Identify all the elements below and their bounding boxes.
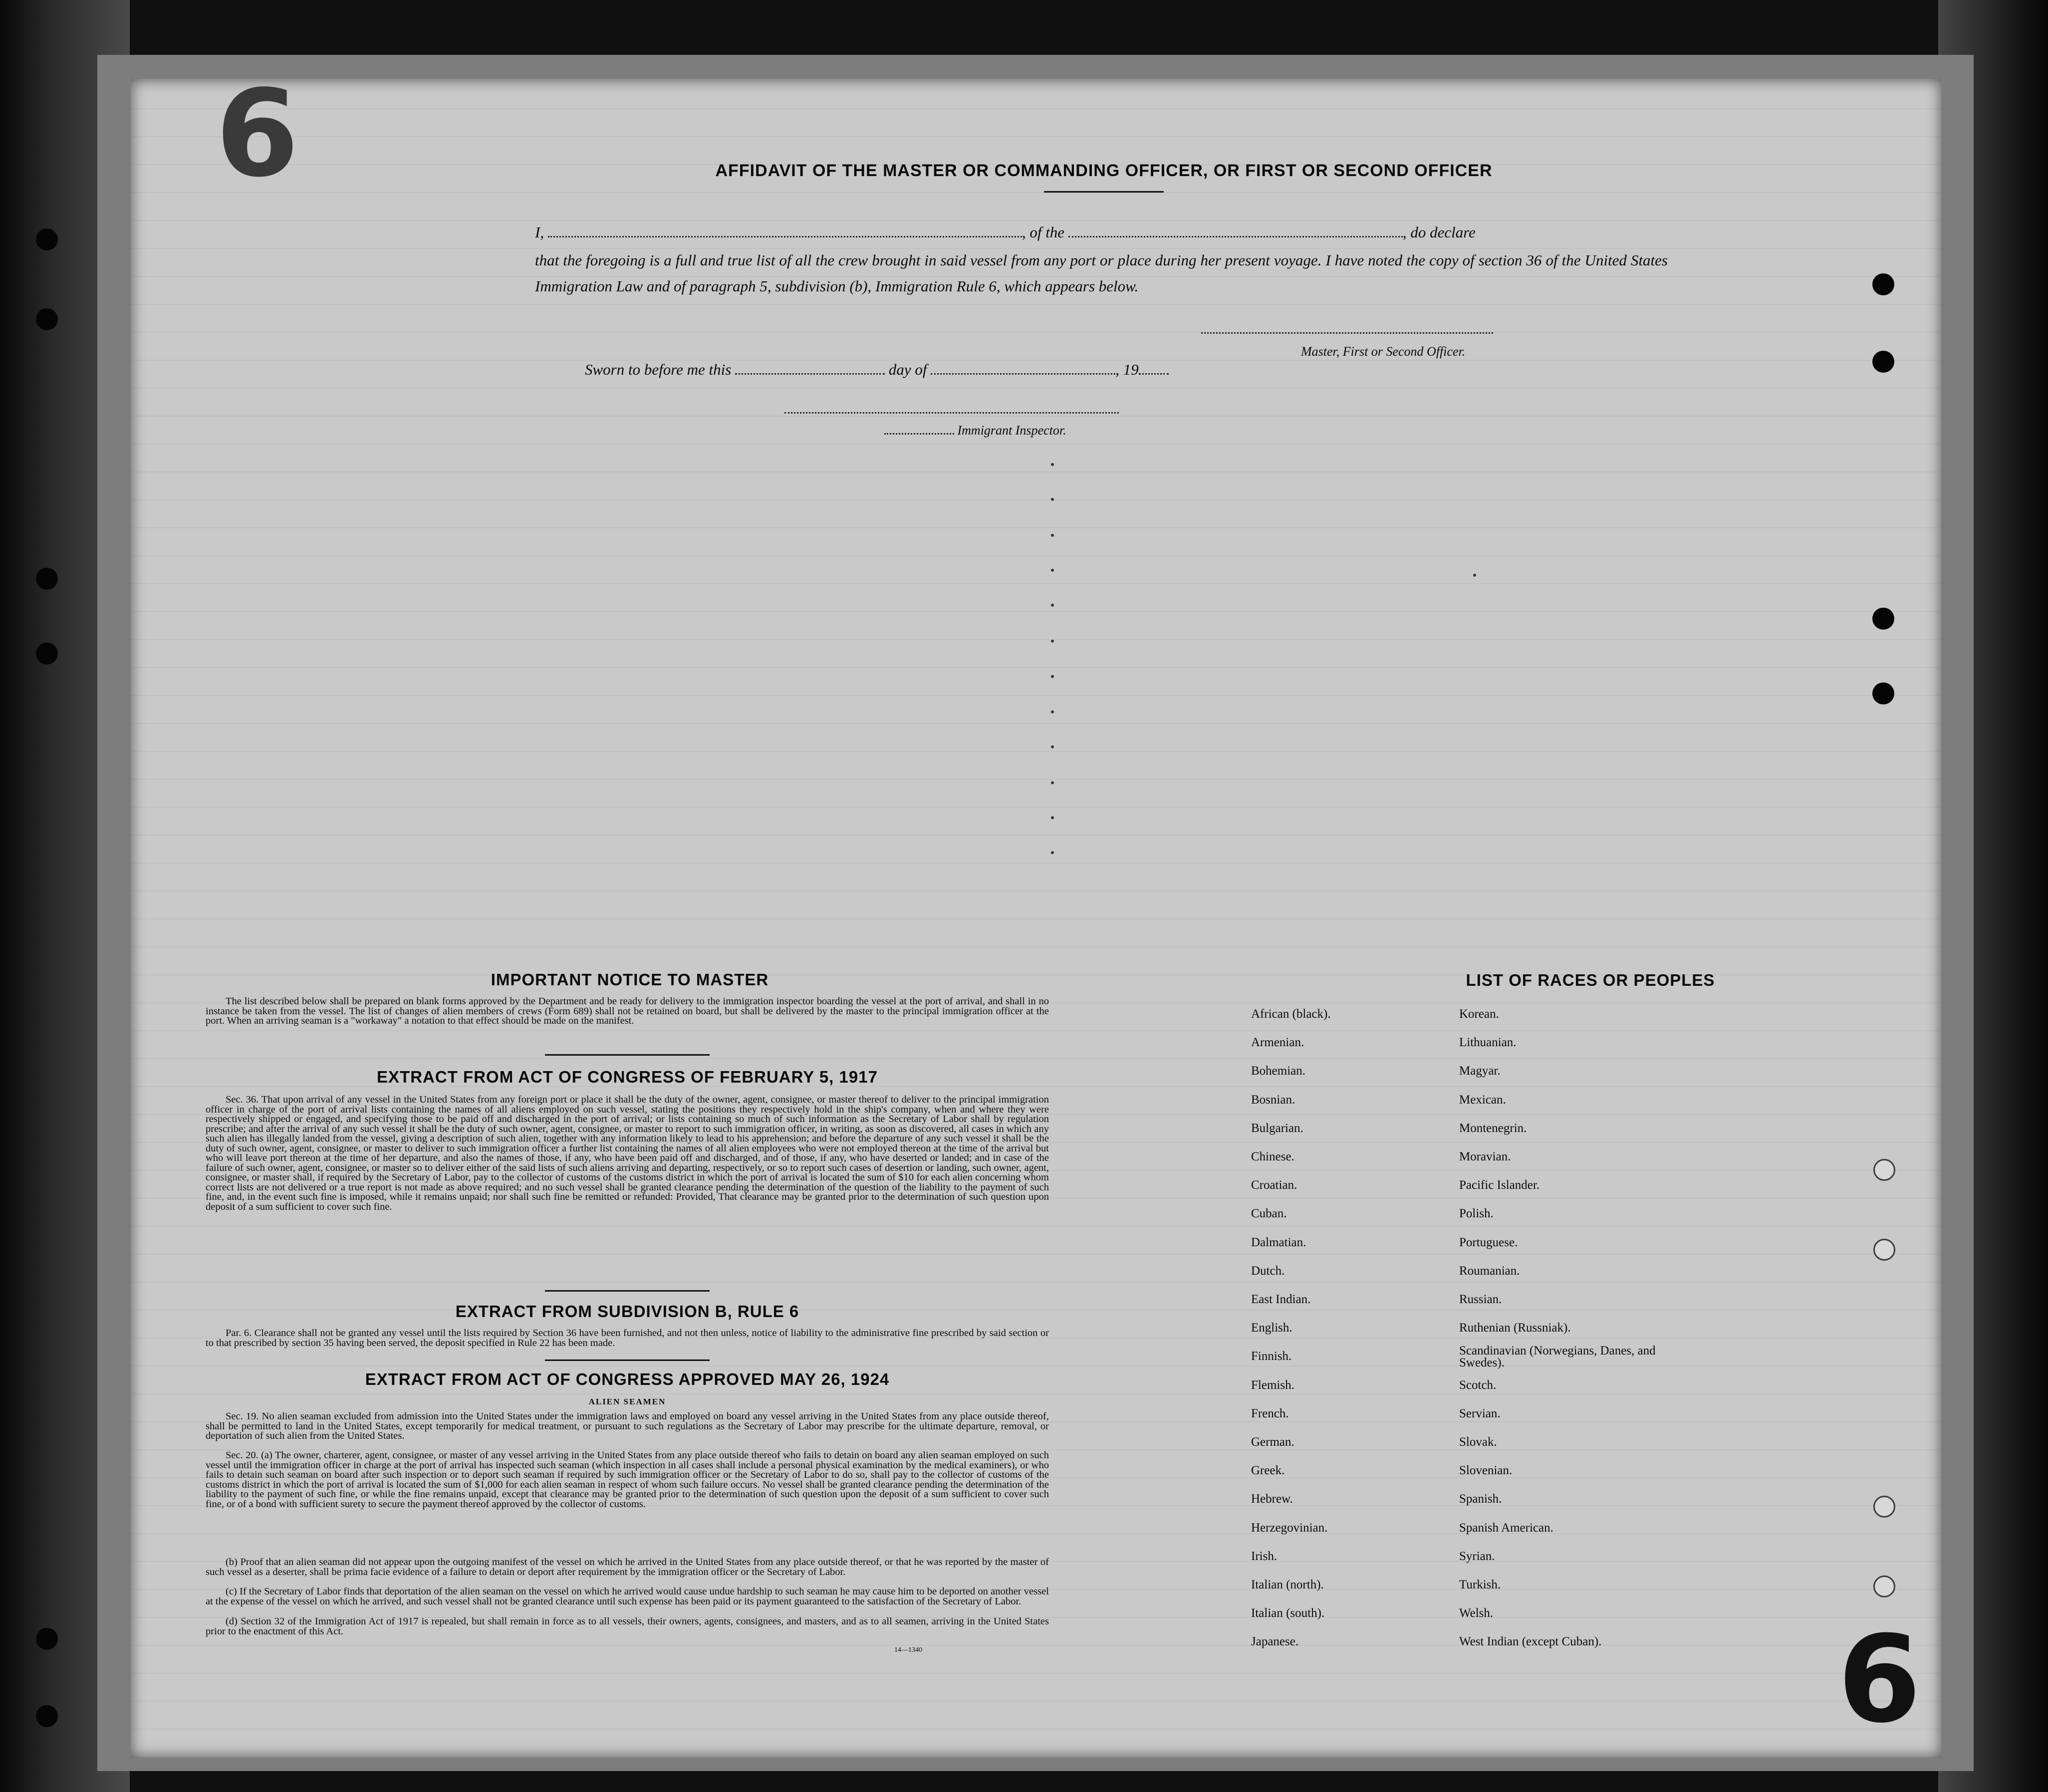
stray-dot (1051, 498, 1054, 501)
sworn-month-field[interactable] (931, 370, 1115, 375)
vessel-field[interactable] (1068, 233, 1403, 237)
punch-hole (1872, 273, 1894, 295)
race-item: Korean. (1459, 1007, 1499, 1021)
punch-hole (1872, 351, 1894, 373)
name-field[interactable] (548, 233, 1022, 237)
race-item: Scandinavian (Norwegians, Danes, and Swedes). (1459, 1344, 1656, 1370)
label-declare: , do declare (1402, 224, 1476, 241)
race-item: Slovenian. (1459, 1464, 1513, 1478)
sworn-line (585, 361, 1169, 379)
section-rule (545, 1359, 710, 1361)
race-item: Slovak. (1459, 1435, 1497, 1449)
race-item: Herzegovinian. (1251, 1521, 1328, 1535)
punch-hole (1873, 1159, 1895, 1181)
stray-dot (1051, 745, 1054, 748)
race-item: Greek. (1251, 1464, 1285, 1478)
race-item: Bohemian. (1251, 1064, 1306, 1078)
extract-rule6-text: Par. 6. Clearance shall not be granted any vessel until the lists required by Section 36 have been furnished, and not then unless, notice of liability to the administrative fine prescribed by said section or to that prescribed by section 35 having been served, the deposit specified in Rule 22 has been made. (206, 1328, 1049, 1348)
document-page (131, 64, 1941, 1758)
race-item: Hebrew. (1251, 1492, 1293, 1506)
race-item: Russian. (1459, 1293, 1502, 1306)
race-item: Cuban. (1251, 1207, 1287, 1221)
extract-1917-text: Sec. 36. That upon arrival of any vessel in the United States from any foreign port or place it shall be the duty of the owner, agent, consignee, or master thereof to deliver to the principal immigration officer in charge of the port of arrival lists containing the names of all aliens employed on such vessel, stating the positions they respectively hold in the ship's company, when and where they were respectively shipped or engaged, and specifying those to be paid off and discharged in the port of arrival; or lists containing so much of such information as the Secretary of Labor shall by regulation prescribe; and after the arrival of any such vessel it shall be the duty of such owner, agent, consignee, or master to report to such immigration officer, in writing, as soon as discovered, all cases in which any such alien has illegally landed from the vessel, giving a description of such alien, together with any information likely to lead to his apprehension; and before the departure of any such vessel it shall be the duty of such owner, agent, consignee, or master to deliver to such immigration officer a further list containing the names of all alien employees who were not employed thereon at the time of the arrival but who will leave port thereon at the time of her departure, and also the names of those, if any, who have been paid off and discharged, and of those, if any, who have deserted or landed; and in case of the failure of such owner, agent, consignee, or master so to deliver either of the said lists of such aliens arriving and departing, respectively, or so to report such cases of desertion or landing, such owner, agent, consignee, or master shall, if required by the Secretary of Labor, pay to the collector of customs of the customs district in which the port of arrival is located the sum of $10 for each alien concerning whom correct lists are not delivered or a true report is not made as above required; and no such vessel shall be granted clearance pending the determination of the question of the liability to the payment of such fine, and, in the event such fine is imposed, while it remains unpaid; nor shall such fine be remitted or refunded: Provided, That clearance may be granted prior to the determination of such question upon deposit of a sum sufficient to cover such fine. (206, 1094, 1049, 1212)
notice-text: The list described below shall be prepared on blank forms approved by the Department and be ready for delivery to the immigration inspector boarding the vessel at the port of arrival, and shall in no instance be taken from the vessel. The list of changes of alien members of crews (Form 689) shall not be retained on board, but shall be delivered by the master to the principal immigration officer at the port. When an arriving seaman is a "workaway" a notation to that effect should be made on the manifest. (206, 996, 1049, 1026)
punch-hole (1872, 608, 1894, 630)
section-rule (545, 1054, 710, 1056)
extract-1924-title: EXTRACT FROM ACT OF CONGRESS APPROVED MAY 26, 1924 (365, 1370, 890, 1388)
corner-number-bottom: 9 (1837, 1605, 1921, 1745)
extract-1924-sec20a: Sec. 20. (a) The owner, charterer, agent, consignee, or master of any vessel arriving in the United States from any place outside thereof who fails to detain on board any alien seaman employed on such vessel until the immigration officer in charge at the port of arrival has inspected such seaman (which inspection in all cases shall include a personal physical examination by the medical examiners), or who fails to detain such seaman on board after such inspection or to deport such seaman if required by such immigration officer or the Secretary of Labor to do so, shall pay to the collector of customs of the customs district in which the port of arrival is located the sum of $1,000 for each alien seaman in respect of whom such failure occurs. No vessel shall be granted clearance pending the determination of the liability to the payment of such fine, or while the fine remains unpaid, except that clearance may be granted prior to the determination of such question upon the deposit of a sum sufficient to cover such fine, or of a bond with sufficient surety to secure the payment thereof approved by the collector of customs. (206, 1450, 1049, 1510)
corner-number-top: 6 (216, 64, 299, 204)
affidavit-declaration-line (535, 224, 1476, 241)
punch-hole (1872, 682, 1894, 704)
stray-dot (1051, 534, 1054, 537)
stray-dot (1051, 640, 1054, 643)
master-signature-line[interactable] (1201, 332, 1493, 334)
race-item: Scotch. (1459, 1378, 1497, 1392)
race-item: Ruthenian (Russniak). (1459, 1321, 1571, 1335)
punch-hole (1873, 1239, 1895, 1261)
race-item: East Indian. (1251, 1293, 1311, 1306)
race-item: Spanish American. (1459, 1521, 1553, 1535)
extract-rule6-title: EXTRACT FROM SUBDIVISION B, RULE 6 (455, 1302, 799, 1321)
extract-1917-title: EXTRACT FROM ACT OF CONGRESS OF FEBRUARY 5, 1917 (377, 1068, 878, 1086)
inspector-caption: Immigrant Inspector. (957, 423, 1066, 438)
punch-hole (36, 1628, 58, 1650)
race-item: Magyar. (1459, 1064, 1501, 1078)
race-item: Italian (north). (1251, 1578, 1324, 1591)
race-item: Spanish. (1459, 1492, 1502, 1506)
punch-hole (36, 1705, 58, 1727)
notice-title: IMPORTANT NOTICE TO MASTER (491, 970, 769, 989)
race-item: Turkish. (1459, 1578, 1501, 1591)
race-item: Flemish. (1251, 1378, 1294, 1392)
punch-hole (1873, 1575, 1895, 1597)
stray-dot (1051, 816, 1054, 819)
inspector-dots (884, 431, 954, 435)
affidavit-text: that the foregoing is a full and true list of all the crew brought in said vessel from any port or place during her present voyage. I have noted the copy of section 36 of the United States Immigration Law and of paragraph 5, subdivision (b), Immigration Rule 6, which appears below. (535, 251, 1668, 295)
race-item: Servian. (1459, 1406, 1501, 1420)
race-item: Bosnian. (1251, 1093, 1295, 1107)
sworn-year-field[interactable] (1139, 370, 1169, 375)
race-item: Bulgarian. (1251, 1121, 1303, 1135)
sworn-year-label: , 19 (1115, 361, 1139, 378)
race-item: Dalmatian. (1251, 1235, 1306, 1249)
race-item: Lithuanian. (1459, 1036, 1517, 1050)
race-item: West Indian (except Cuban). (1459, 1635, 1602, 1649)
extract-1924-sec20c: (c) If the Secretary of Labor finds that deportation of the alien seaman on the vessel on which he arrived would cause undue hardship to such seaman he may cause him to be deported on another vessel at the expense of the vessel on which he arrived, and such vessel shall not be granted clearance until such expense has been paid or its payment guaranteed to the satisfaction of the Secretary of Labor. (206, 1586, 1049, 1607)
sworn-day-field[interactable] (735, 370, 885, 375)
race-item: Polish. (1459, 1207, 1494, 1221)
stray-dot (1051, 781, 1054, 784)
master-caption: Master, First or Second Officer. (1301, 344, 1466, 359)
stray-dot (1051, 675, 1054, 678)
race-item: Pacific Islander. (1459, 1178, 1540, 1192)
label-i: I, (535, 224, 544, 241)
race-item: Irish. (1251, 1549, 1278, 1563)
affidavit-paragraph (535, 247, 1668, 299)
race-item: Welsh. (1459, 1606, 1494, 1620)
stray-dot (1051, 463, 1054, 466)
punch-hole (1873, 1496, 1895, 1518)
sworn-prefix: Sworn to before me this (585, 361, 732, 378)
extract-1924-subtitle: ALIEN SEAMEN (588, 1397, 666, 1406)
stray-dot (1051, 710, 1054, 713)
race-item: Mexican. (1459, 1093, 1506, 1107)
extract-1924-sec20d: (d) Section 32 of the Immigration Act of 1917 is repealed, but shall remain in force as to all vessels, their owners, agents, consignees, and masters, and as to all seamen, arriving in the United States prior to the enactment of this Act. (206, 1616, 1049, 1637)
stray-dot (1051, 851, 1054, 854)
sworn-day-label: day of (888, 361, 927, 378)
race-item: Portuguese. (1459, 1235, 1518, 1249)
section-rule (545, 1290, 710, 1292)
races-title: LIST OF RACES OR PEOPLES (1466, 971, 1715, 989)
race-item: Roumanian. (1459, 1264, 1520, 1278)
inspector-signature-line[interactable] (784, 412, 1119, 414)
punch-hole (36, 308, 58, 330)
inspector-caption-line (884, 423, 1066, 438)
race-item: Montenegrin. (1459, 1121, 1527, 1135)
race-item: German. (1251, 1435, 1294, 1449)
race-item: Croatian. (1251, 1178, 1297, 1192)
race-item: Japanese. (1251, 1635, 1299, 1649)
race-item: Finnish. (1251, 1349, 1292, 1363)
extract-1924-sec20b: (b) Proof that an alien seaman did not appear upon the outgoing manifest of the vessel on which he arrived in the United States from any place outside thereof, or that he was reported by the master of such vessel as a deserter, shall be prima facie evidence of a failure to detain or deport after requirement by the immigration officer or the Secretary of Labor. (206, 1557, 1049, 1577)
punch-hole (36, 568, 58, 590)
race-item: Syrian. (1459, 1549, 1495, 1563)
race-item: African (black). (1251, 1007, 1331, 1021)
race-item: English. (1251, 1321, 1292, 1335)
stray-dot (1051, 569, 1054, 572)
race-item: Dutch. (1251, 1264, 1285, 1278)
stray-dot (1473, 574, 1476, 577)
race-item: Armenian. (1251, 1036, 1304, 1050)
stray-dot (1051, 604, 1054, 607)
punch-hole (36, 228, 58, 250)
affidavit-title: AFFIDAVIT OF THE MASTER OR COMMANDING OFFICER, OR FIRST OR SECOND OFFICER (715, 161, 1493, 180)
extract-1924-sec19: Sec. 19. No alien seaman excluded from admission into the United States under the immigration laws and employed on board any vessel arriving in the United States from any place outside thereof, shall be permitted to land in the United States, except temporarily for medical treatment, or pursuant to such regulations as the Secretary of Labor may prescribe for the ultimate departure, removal, or deportation of such alien from the United States. (206, 1411, 1049, 1441)
race-item: Chinese. (1251, 1150, 1294, 1163)
title-rule (1044, 191, 1164, 193)
form-number: 14—1340 (894, 1646, 922, 1654)
label-of-the: , of the (1022, 224, 1065, 241)
race-item: Moravian. (1459, 1150, 1511, 1163)
punch-hole (36, 643, 58, 665)
race-item: French. (1251, 1406, 1289, 1420)
race-item: Italian (south). (1251, 1606, 1325, 1620)
